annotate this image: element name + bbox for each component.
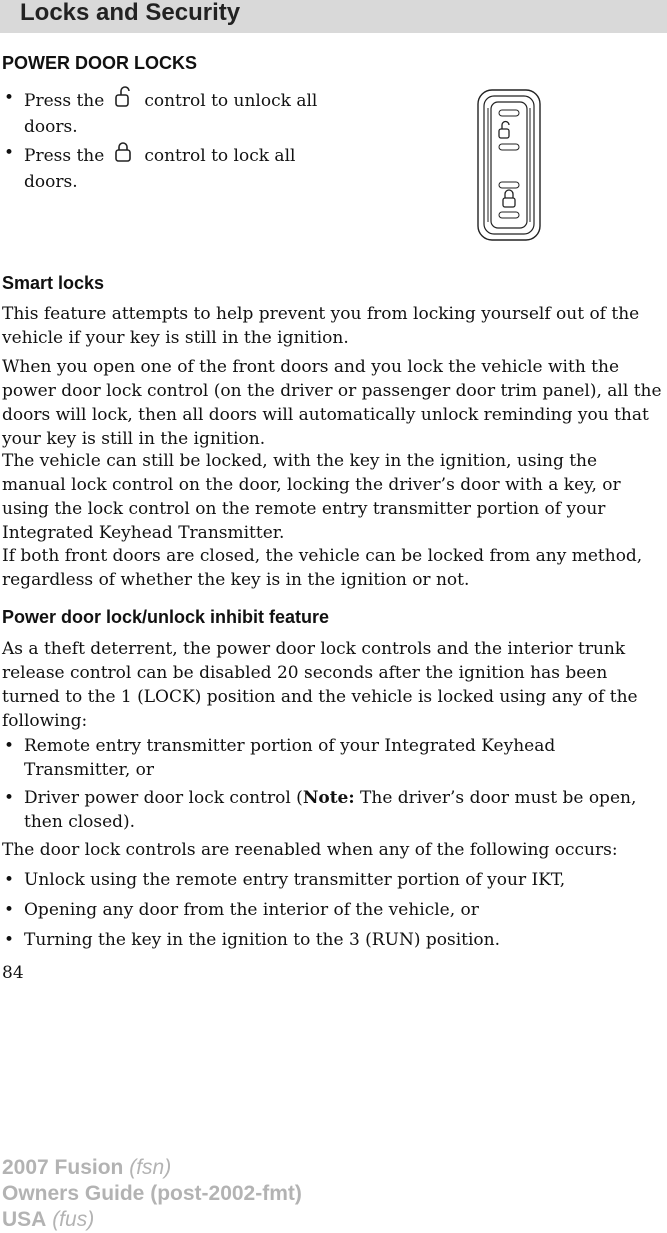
note-bullet-before: Driver power door lock control ( (24, 788, 303, 808)
lock-bullet-after: control to lock all (144, 146, 296, 166)
lock-icon (112, 141, 134, 170)
lock-bullet-line2: doors. (24, 172, 78, 192)
unlock-bullet (4, 86, 654, 139)
footer (2, 1155, 302, 1233)
page-section-title: Locks and Security (20, 0, 241, 26)
bullet-dot: • (4, 143, 15, 163)
door-lock-switch-illustration (474, 88, 544, 246)
bullet-dot: • (4, 736, 15, 756)
smart-locks-para-1: This feature attempts to help prevent you from locking yourself out of the vehicle if your key is still in the ignition. (2, 304, 640, 348)
reenable-bullet-3-text: Turning the key in the ignition to the 3 (RUN) position. (24, 930, 500, 950)
smart-locks-para-2: When you open one of the front doors and you lock the vehicle with the power door lock control (on the driver or passenger door trim panel), all the doors will lock, then all doors will automatically unlock reminding you that your key is still in the ignition. (2, 357, 662, 449)
reenable-bullet-2 (4, 898, 654, 922)
note-label: Note: (302, 788, 355, 808)
unlock-icon (112, 86, 134, 115)
footer-model-code: (fsn) (129, 1156, 172, 1179)
inhibit-bullet-remote (4, 734, 654, 782)
unlock-bullet-before: Press the (24, 91, 105, 111)
unlock-bullet-after: control to unlock all (144, 91, 318, 111)
bullet-dot: • (4, 88, 15, 108)
footer-market-code: (fus) (52, 1208, 95, 1231)
reenable-bullet-1-text: Unlock using the remote entry transmitter portion of your IKT, (24, 870, 566, 890)
footer-model: 2007 Fusion (2, 1156, 124, 1179)
inhibit-bullet-driver (4, 786, 654, 834)
smart-locks-para-3: The vehicle can still be locked, with the key in the ignition, using the manual lock control on the door, locking the driver’s door with a key, or using the lock control on the remote entry transmitter portion of your Integrated Keyhead Transmitter. (2, 451, 621, 543)
reenable-bullet-2-text: Opening any door from the interior of the vehicle, or (24, 900, 479, 920)
reenable-bullet-1 (4, 868, 654, 892)
bullet-dot: • (4, 788, 15, 808)
bullet-dot: • (4, 930, 15, 950)
smart-locks-para-4: If both front doors are closed, the vehicle can be locked from any method, regardless of whether the key is in the ignition or not. (2, 546, 643, 590)
footer-guide: Owners Guide (post-2002-fmt) (2, 1182, 302, 1205)
bullet-dot: • (4, 900, 15, 920)
lock-bullet (4, 141, 654, 194)
footer-market: USA (2, 1208, 47, 1231)
inhibit-heading: Power door lock/unlock inhibit feature (2, 607, 330, 627)
inhibit-bullet-remote-text: Remote entry transmitter portion of your Integrated Keyhead Transmitter, or (24, 736, 556, 780)
note-bullet-after: The driver’s door must be open, then closed). (24, 788, 637, 832)
smart-locks-heading: Smart locks (2, 273, 105, 293)
unlock-bullet-line2: doors. (24, 117, 78, 137)
power-door-locks-heading: POWER DOOR LOCKS (2, 53, 198, 73)
inhibit-intro: As a theft deterrent, the power door lock controls and the interior trunk release control can be disabled 20 seconds after the ignition has been turned to the 1 (LOCK) position and the vehicle is locked using any of the following: (2, 639, 638, 731)
bullet-dot: • (4, 870, 15, 890)
page-number: 84 (2, 963, 24, 983)
reenable-bullet-3 (4, 928, 654, 952)
lock-bullet-before: Press the (24, 146, 105, 166)
reenable-text: The door lock controls are reenabled when any of the following occurs: (2, 840, 618, 860)
